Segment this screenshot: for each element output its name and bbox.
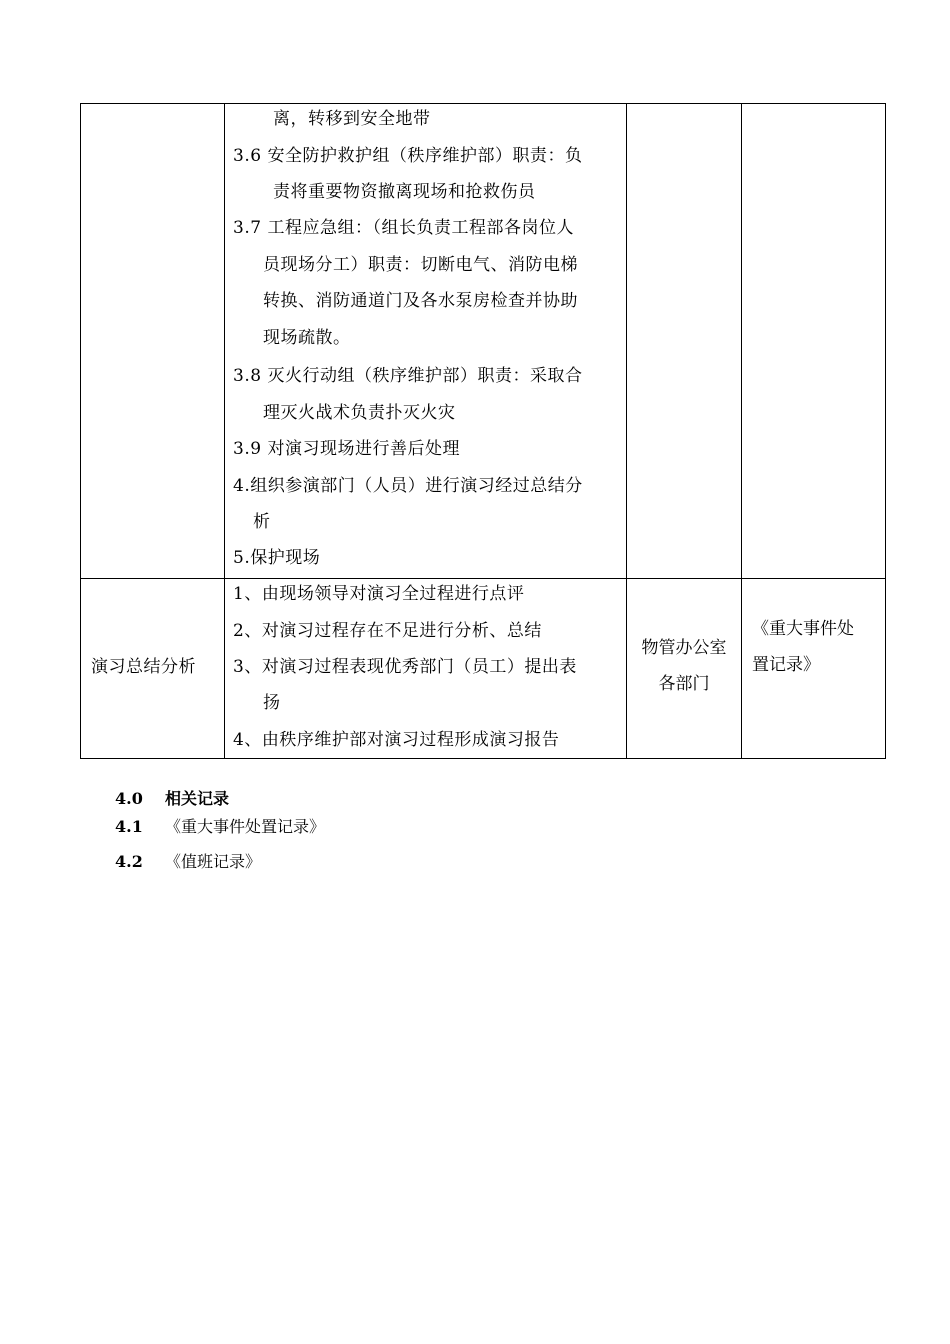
content-line: 员现场分工）职责：切断电气、消防电梯 [263,255,578,275]
stage-cell [80,104,224,578]
record-text [752,611,854,683]
section-title: 相关记录 [165,789,230,808]
record-cell [741,104,886,578]
record-line: 《重大事件处 [752,619,854,639]
department-line: 各部门 [658,674,710,694]
content-cell [224,104,626,578]
content-line: 2、对演习过程存在不足进行分析、总结 [233,621,542,641]
record-line: 置记录》 [752,655,820,675]
record-number: 4.1 [115,817,143,836]
content-line: 转换、消防通道门及各水泵房检查并协助 [263,291,578,311]
record-item [115,814,325,837]
record-number: 4.2 [115,852,143,871]
department-cell [626,578,741,758]
record-title: 《重大事件处置记录》 [165,817,326,836]
content-line: 扬 [263,693,281,713]
section-number: 4.0 [115,789,143,808]
content-cell [224,578,626,758]
content-line: 离，转移到安全地带 [273,109,431,129]
content-line: 3.9 对演习现场进行善后处理 [233,439,460,459]
content-line: 责将重要物资撤离现场和抢救伤员 [273,182,536,202]
department-cell [626,104,741,578]
table-row [80,578,886,759]
content-line: 理灭火战术负责扑灭火灾 [263,403,456,423]
content-line: 4.组织参演部门（人员）进行演习经过总结分 [233,476,583,496]
section-heading [115,786,229,809]
table-row [80,103,886,579]
record-cell [741,578,886,758]
record-title: 《值班记录》 [165,852,262,871]
department-line: 物管办公室 [641,638,727,658]
content-line: 3.6 安全防护救护组（秩序维护部）职责：负 [233,146,583,166]
department-text [627,630,741,702]
stage-label: 演习总结分析 [91,657,196,677]
content-line: 5.保护现场 [233,548,321,568]
content-line: 现场疏散。 [263,328,351,348]
content-line: 1、由现场领导对演习全过程进行点评 [233,584,525,604]
record-item [115,849,261,872]
content-line: 3、对演习过程表现优秀部门（员工）提出表 [233,657,577,677]
stage-cell [80,578,224,758]
content-line: 3.7 工程应急组：（组长负责工程部各岗位人 [233,218,574,238]
content-line: 析 [253,512,271,532]
content-line: 4、由秩序维护部对演习过程形成演习报告 [233,730,560,750]
content-line: 3.8 灭火行动组（秩序维护部）职责：采取合 [233,366,583,386]
